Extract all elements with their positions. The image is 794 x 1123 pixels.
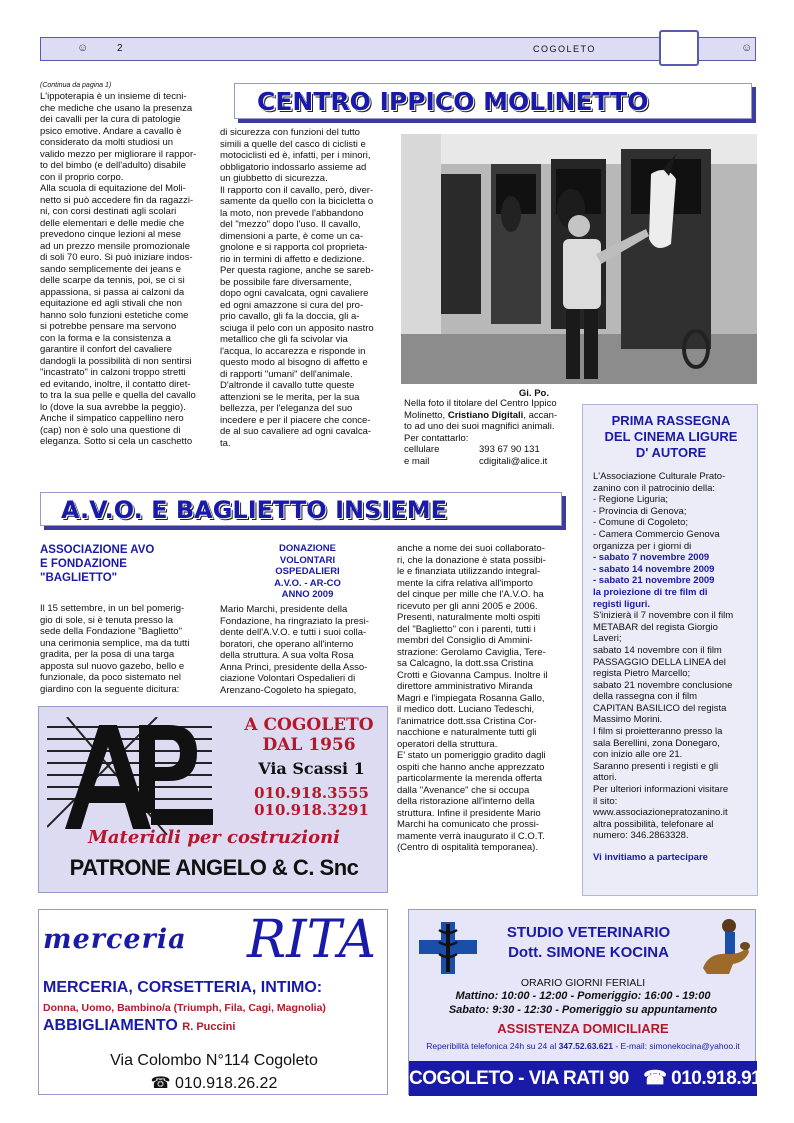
phone-icon: ☎ <box>150 1075 171 1092</box>
ippico-text-line: che mediche che usano la presenza <box>40 102 193 114</box>
ippico-text-line: gnolone e si rapporta col proprieta- <box>220 242 368 253</box>
rassegna-title-line: D' AUTORE <box>635 445 707 460</box>
reperibilita-email: - E-mail: simonekocina@yahoo.it <box>612 1041 740 1051</box>
contact-value: cdigitali@alice.it <box>479 455 548 467</box>
page-number: 2 <box>117 43 123 54</box>
stable-photo-image <box>401 134 757 384</box>
contact-label: e mail <box>404 455 430 467</box>
ippico-text-line: sando semplicemente dei jeans e <box>40 263 182 275</box>
ippico-text-line: samente da quello con la bicicletta o <box>220 196 374 207</box>
merceria-phone: 010.918.26.22 <box>175 1075 278 1092</box>
avo-text-line: direttore amministrativo Miranda <box>397 681 533 692</box>
avo-text-line: Presenti, naturalmente molti ospiti <box>397 612 541 623</box>
caption-line: Nella foto il titolare del Centro Ippico <box>404 398 557 409</box>
ippico-text-line: rio in termini di affetto e dedizione. <box>220 253 365 265</box>
reperibilita-text: Reperibilità telefonica 24h su 24 al <box>426 1041 559 1051</box>
avo-text-line: giardino con la seguente dicitura: <box>40 683 180 695</box>
ippico-text-line: attenzioni se le merita, per la sua <box>220 391 360 403</box>
patrone-phones <box>239 785 384 819</box>
ippico-text-line: eleganza. Sotto si cela un caschetto <box>40 436 193 447</box>
avo-text-line: della struttura. A sua volta Rosa <box>220 650 354 661</box>
avo-text-line: Marchi ha comunicato che prossi- <box>397 819 540 830</box>
avo-text-line: funzionale, da poco sistemato nel <box>40 672 182 683</box>
contact-label: cellulare <box>404 444 440 455</box>
ippico-text-line: di sicurezza con funzioni del tutto <box>220 127 360 138</box>
ippico-column-2 <box>220 127 395 449</box>
ippico-text-line: ta. <box>220 437 231 449</box>
merceria-ad <box>38 909 388 1095</box>
avo-text-line: ciazione Volontari Ospedalieri di <box>220 673 356 684</box>
avo-text-line: dente dell'A.V.O. e tutti i suoi colla- <box>220 627 367 638</box>
ippico-text-line: Per questa ragione, anche se sareb- <box>220 265 374 276</box>
rassegna-text-line: I film si proietteranno presso la <box>593 726 723 738</box>
avo-text-line: gio di sole, si è tenuta presso la <box>40 614 174 626</box>
merceria-address: Via Colombo N°114 Cogoleto <box>110 1052 318 1069</box>
avo-text-line: Mario Marchi, presidente della <box>220 604 348 615</box>
rassegna-title-line: DEL CINEMA LIGURE <box>604 429 738 444</box>
ippico-text-line: questo modo al bisogno di affetto e <box>220 357 368 368</box>
ippico-text-line: delle elementari e delle medie che <box>40 217 185 229</box>
rassegna-intro-line: - Camera Commercio Genova <box>593 528 720 540</box>
avo-text-line: Il 15 settembre, in un bel pomerig- <box>40 603 185 614</box>
avo-center-line: OSPEDALIERI <box>275 566 340 577</box>
rassegna-text-line: numero: 346.2863328. <box>593 830 689 842</box>
ippico-text-line: incedere e per il piacere che conce- <box>220 414 371 426</box>
ippico-text-line: "incastrato" in calzoni troppo stretti <box>40 367 186 378</box>
avo-text-line: sede della Fondazione "Baglietto" <box>40 626 182 637</box>
vet-dog-icon <box>699 916 751 976</box>
vet-assistance: ASSISTENZA DOMICILIARE <box>497 1021 669 1036</box>
caption-text: Molinetto, <box>404 409 448 421</box>
rassegna-intro-line: zanino con il patrocinio della: <box>593 482 715 494</box>
ippico-text-line: si potrebbe pensare ma servono <box>40 321 177 332</box>
avo-text-line: mamente verrà inaugurato il C.O.T. <box>397 830 545 842</box>
avo-text-line: particolarmente la merenda offerta <box>397 773 543 784</box>
rassegna-projection-line: registi liguri. <box>593 598 651 610</box>
caduceus-icon <box>419 922 477 974</box>
ippico-title: CENTRO IPPICO MOLINETTO <box>257 87 649 116</box>
smiley-icon-right: ☺ <box>741 42 753 54</box>
avo-center-line: A.V.O. - AR-CO <box>274 577 341 589</box>
avo-text-line: operatori della struttura. <box>397 738 498 750</box>
ippico-text-line: Anche il simpatico cappellino nero <box>40 413 184 424</box>
ippico-text-line: Il rapporto con il cavallo, però, diver- <box>220 184 374 196</box>
rassegna-text-line: sabato 21 novembre conclusione <box>593 679 733 691</box>
ippico-text-line: hanno solo funzioni estetiche come <box>40 309 189 321</box>
vet-hours-mattino: Mattino: 10:00 - 12:00 - Pomeriggio: 16:00 - 19:00 <box>455 990 711 1002</box>
rassegna-text-line: altra possibilità, telefonare al <box>593 818 714 830</box>
contact-cell <box>404 444 574 456</box>
stable-photo <box>401 134 757 384</box>
caption-line: Per contattarlo: <box>404 432 469 444</box>
phone-icon: ☎ <box>643 1068 667 1089</box>
vet-footer <box>409 1061 787 1096</box>
rassegna-title-line: PRIMA RASSEGNA <box>611 413 731 428</box>
avo-text-line: membri del Consiglio di Ammini- <box>397 635 533 646</box>
patrone-since-line: DAL 1956 <box>262 735 356 755</box>
ippico-text-line: equitazione ed agli stivali che non <box>40 298 183 309</box>
ippico-text-line: ni, con corsi destinati agli scolari <box>40 206 177 217</box>
ippico-text-line: di rapporti "umani" dell'animale. <box>220 368 353 380</box>
merceria-line2: Donna, Uomo, Bambino/a (Triumph, Fila, Cagi, Magnolia) <box>43 1002 326 1014</box>
patrone-since <box>239 715 379 755</box>
avo-text-line: anche a nome dei suoi collaborato- <box>397 543 545 554</box>
avo-subhead-line: E FONDAZIONE <box>40 558 127 570</box>
patrone-phone-line: 010.918.3291 <box>254 801 369 819</box>
rassegna-text-line: PASSAGGIO DELLA LINEA del <box>593 656 726 668</box>
merceria-phone-row <box>39 1073 389 1093</box>
ippico-text-line: sciuga il pelo con un apposito nastro <box>220 322 374 334</box>
merceria-abbigliamento: ABBIGLIAMENTO <box>43 1017 178 1034</box>
vet-hours-title: ORARIO GIORNI FERIALI <box>520 977 646 989</box>
ippico-text-line: motociclisti ed è, infatti, per i minori, <box>220 150 371 161</box>
patrone-ad <box>38 706 388 893</box>
rassegna-intro-line: L'Associazione Culturale Prato- <box>593 471 726 482</box>
ippico-text-line: con il proprio corpo. <box>40 171 124 183</box>
ippico-text-line: la moto, non prevede l'abbandono <box>220 207 364 219</box>
ippico-text-line: de al suo cavaliere ad ogni cavalca- <box>220 426 372 437</box>
ippico-text-line: garantire il confort del cavaliere <box>40 344 173 355</box>
ippico-text-line: ad un prezzo mensile promozionale <box>40 240 190 252</box>
rassegna-text-line: Per ulteriori informazioni visitare <box>593 784 729 796</box>
ippico-text-line: lo (dove la sua avrebbe la peggio). <box>40 401 186 413</box>
rassegna-box <box>582 404 758 896</box>
photo-caption <box>404 398 574 467</box>
avo-text-line: le e finanziata utilizzando integral- <box>397 566 541 577</box>
avo-center-line: ANNO 2009 <box>281 589 334 600</box>
ippico-text-line: psico emotive. Andare a cavallo è <box>40 125 182 137</box>
avo-text-line: E' stato un pomeriggio gradito dagli <box>397 750 546 761</box>
rassegna-text-line: attori. <box>593 772 617 784</box>
vet-footer-phone: 010.918.91.15 <box>671 1068 787 1089</box>
vet-doctor: Dott. SIMONE KOCINA <box>508 944 669 961</box>
avo-text-line: struttura. Infine il presidente Mario <box>397 807 541 819</box>
rassegna-text-line: CAPITAN BASILICO del regista <box>593 702 727 714</box>
patrone-tagline: Materiali per costruzioni <box>87 827 341 848</box>
ippico-text-line: D'altronde il cavallo tutte queste <box>220 380 355 391</box>
avo-center-line: VOLONTARI <box>279 554 336 566</box>
merceria-line3 <box>43 1017 235 1035</box>
ippico-text-line: un giubbetto di sicurezza. <box>220 173 328 184</box>
ippico-text-line: netto si può accedere fin da ragazzi- <box>40 194 194 206</box>
rassegna-text-line: Laveri; <box>593 633 622 645</box>
avo-text-line: Arenzano-Cogoleto ha spiegato, <box>220 684 357 696</box>
avo-text-line: del cinque per mille che l'A.V.O. ha <box>397 589 544 600</box>
rassegna-date-line: - sabato 7 novembre 2009 <box>593 552 710 564</box>
ippico-text-line: ed ogni amazzone si cura del pro- <box>220 299 364 311</box>
avo-text-line: Fondazione, ha ringraziato la presi- <box>220 615 369 627</box>
rassegna-date-line: - sabato 21 novembre 2009 <box>593 575 715 587</box>
avo-text-line: della ristorazione all'interno della <box>397 796 535 807</box>
avo-text-line: del "Baglietto" con i parenti, tutti i <box>397 623 536 635</box>
ippico-text-line: prevedono cinque lezioni al mese <box>40 229 182 240</box>
rassegna-text-line: della rassegna con il film <box>593 691 698 703</box>
avo-text-line: Anna Princi, presidente della Asso- <box>220 661 368 673</box>
rassegna-intro-line: - Comune di Cogoleto; <box>593 517 689 529</box>
ippico-text-line: delle scarpe da tennis, poi, se ci si <box>40 275 185 286</box>
avo-text-line: ri, che la donazione è stata possibi- <box>397 554 546 566</box>
ippico-text-line: l'acqua, lo accarezza e risponde in <box>220 345 366 357</box>
ippico-text-line: valido mezzo per migliorare il rappor- <box>40 148 197 160</box>
avo-subhead-line: ASSOCIAZIONE AVO <box>40 544 155 556</box>
rassegna-text-line: Saranno presenti i registi e gli <box>593 760 719 772</box>
avo-text-line: ospiti che hanno anche apprezzato <box>397 761 545 773</box>
vet-footer-address: COGOLETO - VIA RATI 90 <box>409 1068 629 1089</box>
avo-subhead-line: "BAGLIETTO" <box>40 572 118 584</box>
avo-column-3 <box>397 543 567 854</box>
vet-reperibilita <box>409 1041 757 1051</box>
ippico-text-line: Alla scuola di equitazione del Moli- <box>40 183 186 194</box>
avo-title-box <box>40 492 562 526</box>
rassegna-title <box>583 413 759 461</box>
ippico-text-line: to tra la sua pelle e quella del cavallo <box>40 390 196 401</box>
rassegna-date-line: - sabato 14 novembre 2009 <box>593 563 715 575</box>
continued-note: (Continua da pagina 1) <box>40 82 112 89</box>
rassegna-intro-line: - Regione Liguria; <box>593 494 668 506</box>
ippico-text-line: dimensioni a parte, è come un ca- <box>220 230 364 242</box>
ippico-text-line: del "mezzo" dopo l'uso. Il cavallo, <box>220 219 361 230</box>
merceria-word: merceria <box>43 924 187 955</box>
rassegna-projection-line: la proiezione di tre film di <box>593 586 708 598</box>
ippico-text-line: dandogli la possibilità di non sentirsi <box>40 355 192 367</box>
photo-credit: Gi. Po. <box>518 388 549 399</box>
avo-subhead <box>40 543 215 585</box>
avo-text-line: gradita, per la posa di una targa <box>40 649 175 660</box>
rassegna-text-line: sala Berellini, zona Donegaro, <box>593 737 720 749</box>
ippico-text-line: (cap) non è solo una questione di <box>40 424 181 436</box>
vet-title: STUDIO VETERINARIO <box>506 924 671 941</box>
avo-text-line: Crotti e Giovanna Campus. Inoltre il <box>397 669 548 681</box>
avo-text-line: (Centro di ospitalità temporanea). <box>397 842 538 853</box>
contact-mail <box>404 456 574 468</box>
ippico-text-line: obbligatorio indossarlo assieme ad <box>220 161 367 173</box>
avo-title: A.V.O. E BAGLIETTO INSIEME <box>61 496 447 524</box>
ippico-text-line: metallico che gli fa scivolar via <box>220 334 348 345</box>
avo-center-line: DONAZIONE <box>279 543 336 554</box>
ippico-text-line: con la forma e la consistenza a <box>40 332 171 344</box>
merceria-rita: RITA <box>247 910 377 970</box>
avo-text-line: boratori, che operano all'interno <box>220 638 354 650</box>
ippico-text-line: dei cavalli per la cura di patologie <box>40 114 181 125</box>
rassegna-text-line: regista Pietro Marcello; <box>593 668 691 680</box>
ippico-text-line: prio cavallo, gli fa la doccia, gli a- <box>220 311 360 322</box>
caption-text: , accan- <box>523 409 558 421</box>
avo-center-heading <box>220 543 395 601</box>
ippico-text-line: simili a quelle del casco di ciclisti e <box>220 138 366 150</box>
avo-text-line: apposta sul nuovo gazebo, bello e <box>40 660 185 672</box>
avo-text-line: Magri e l'impiegata Rosanna Gallo, <box>397 692 545 704</box>
avo-column-1 <box>40 603 215 695</box>
ippico-column-1 <box>40 91 215 448</box>
rassegna-text-line: il sito: <box>593 795 618 807</box>
ippico-text-line: L'ippoterapia è un insieme di tecni- <box>40 91 187 102</box>
ippico-text-line: di soli 70 euro. Si può iniziare indos- <box>40 252 193 263</box>
contact-value: 393 67 90 131 <box>479 444 540 455</box>
patrone-address: Via Scassi 1 <box>258 759 365 778</box>
rassegna-closing: Vi invitiamo a partecipare <box>593 852 708 863</box>
owner-name: Cristiano Digitali <box>447 409 524 421</box>
ippico-text-line: be possibile fare diversamente, <box>220 276 352 288</box>
avo-text-line: strazione: Gerolamo Caviglia, Tere- <box>397 646 546 658</box>
patrone-since-line: A COGOLETO <box>244 715 374 735</box>
ippico-title-box <box>234 83 752 119</box>
vet-hours-sabato: Sabato: 9:30 - 12:30 - Pomeriggio su appuntamento <box>448 1004 718 1016</box>
rassegna-text <box>593 471 753 864</box>
rassegna-text-line: con inizio alle ore 21. <box>593 749 683 761</box>
header-corner-box <box>659 30 699 66</box>
patrone-phone-line: 010.918.3555 <box>254 784 369 802</box>
page-header <box>40 37 756 61</box>
ippico-text-line: appassiona, si passa ai calzoni da <box>40 286 185 298</box>
avo-text-line: l'animatrice dott.ssa Cristina Cor- <box>397 715 537 727</box>
header-town: COGOLETO <box>533 44 596 54</box>
ippico-text-line: ed evitando, inoltre, il contatto diret- <box>40 378 191 390</box>
rassegna-intro-line: - Provincia di Genova; <box>593 505 687 517</box>
rassegna-text-line: S'inizierà il 7 novembre con il film <box>593 610 734 622</box>
caption-line <box>404 410 574 422</box>
avo-column-2 <box>220 604 395 696</box>
ap-logo-icon <box>47 717 217 835</box>
avo-text-line: ricevuto per gli anni 2005 e 2006. <box>397 600 538 612</box>
avo-text-line: sa Calcagno, la dott.ssa Cristina <box>397 658 534 669</box>
ippico-text-line: to del bimbo (e dell'adulto) disabile <box>40 160 186 171</box>
rassegna-text-line: METABAR del regista Giorgio <box>593 621 718 633</box>
ippico-text-line: considerato da molti studiosi un <box>40 137 174 148</box>
avo-text-line: il medico dott. Luciano Tedeschi, <box>397 704 535 715</box>
caption-line: to ad uno dei suoi magnifici animali. <box>404 421 555 432</box>
avo-text-line: una cerimonia semplice, ma da tutti <box>40 637 190 649</box>
rassegna-text-line: sabato 14 novembre con il film <box>593 644 722 656</box>
ippico-text-line: dopo ogni cavalcata, ogni cavaliere <box>220 288 369 299</box>
rassegna-text-line: www.associazionepratozanino.it <box>593 807 728 819</box>
avo-text-line: mente la cifra relativa all'importo <box>397 577 533 589</box>
ippico-text-line: bellezza, per l'eleganza del suo <box>220 403 353 414</box>
avo-text-line: nacchione e naturalmente tutti gli <box>397 727 537 738</box>
avo-text-line: dalla "Avenance" che si occupa <box>397 784 530 796</box>
reperibilita-number: 347.52.63.621 <box>558 1041 613 1051</box>
smiley-icon: ☺ <box>77 42 89 54</box>
rassegna-text-line: Massimo Morini. <box>593 714 663 726</box>
vet-ad <box>408 909 787 1095</box>
merceria-owner: R. Puccini <box>182 1021 236 1033</box>
rassegna-intro-line: organizza per i giorni di <box>593 540 692 552</box>
patrone-company: PATRONE ANGELO & C. Snc <box>69 855 359 880</box>
merceria-line1: MERCERIA, CORSETTERIA, INTIMO: <box>43 979 323 996</box>
